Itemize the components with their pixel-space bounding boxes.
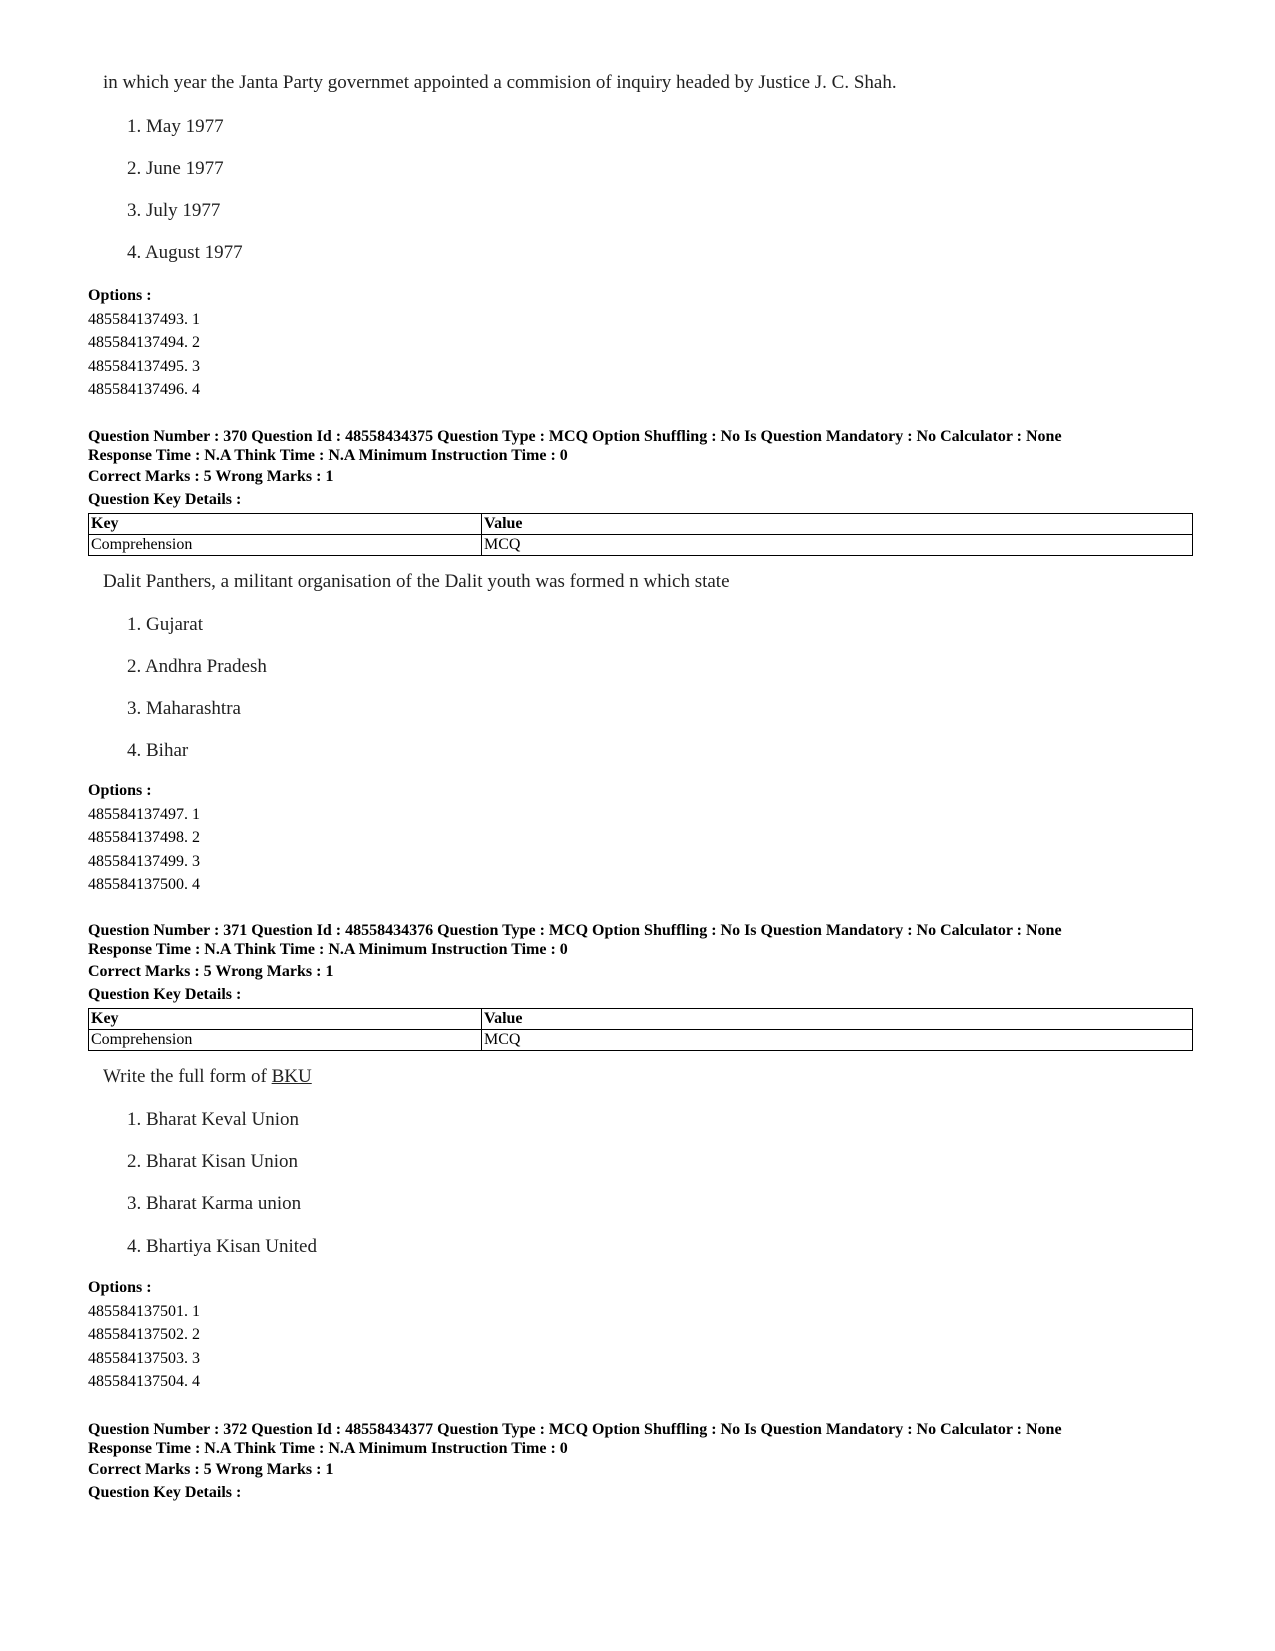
table-header-row <box>89 1009 1193 1030</box>
question-372-meta <box>88 1420 1062 1458</box>
options-label: Options : <box>88 782 152 799</box>
option-id: 485584137494. 2 <box>88 334 200 351</box>
question-371-meta <box>88 921 1062 959</box>
table-cell-value: MCQ <box>482 535 1193 556</box>
question-370-choice-4: 4. Bihar <box>127 740 189 761</box>
option-id: 485584137499. 3 <box>88 852 200 870</box>
option-id: 485584137496. 4 <box>88 381 200 398</box>
option-id: 485584137495. 3 <box>88 357 200 375</box>
option-id: 485584137493. 1 <box>88 310 200 328</box>
options-label: Options : <box>88 1279 152 1296</box>
option-id: 485584137504. 4 <box>88 1373 200 1390</box>
table-cell-key: Comprehension <box>89 535 482 556</box>
question-meta-line: Response Time : N.A Think Time : N.A Minimum Instruction Time : 0 <box>88 447 568 464</box>
question-370-key-table <box>88 513 1193 556</box>
option-id: 485584137501. 1 <box>88 1302 200 1320</box>
question-371-choice-2: 2. Bharat Kisan Union <box>127 1151 298 1172</box>
question-meta-line: Question Number : 372 Question Id : 48558434377 Question Type : MCQ Option Shuffling : No Is Question Mandatory : No Calculator : None <box>88 1421 1062 1438</box>
question-370-choice-2: 2. Andhra Pradesh <box>127 656 267 677</box>
table-row <box>89 1030 1193 1051</box>
question-371-text-prefix: Write the full form of <box>103 1066 272 1087</box>
question-369-text: in which year the Janta Party governmet appointed a commision of inquiry headed by Justice J. C. Shah. <box>103 72 897 93</box>
question-372-marks: Correct Marks : 5 Wrong Marks : 1 <box>88 1461 334 1478</box>
table-header-value: Value <box>482 1009 1193 1030</box>
question-371-text-acronym: BKU <box>271 1066 312 1087</box>
question-371-key-table <box>88 1008 1193 1051</box>
question-370-text: Dalit Panthers, a militant organisation of the Dalit youth was formed n which state <box>103 571 730 592</box>
question-meta-line: Question Number : 370 Question Id : 48558434375 Question Type : MCQ Option Shuffling : No Is Question Mandatory : No Calculator : None <box>88 428 1062 445</box>
option-id: 485584137498. 2 <box>88 829 200 846</box>
question-371-choice-3: 3. Bharat Karma union <box>127 1193 302 1214</box>
options-label: Options : <box>88 287 152 304</box>
option-id: 485584137500. 4 <box>88 876 200 893</box>
question-371-choice-4: 4. Bhartiya Kisan United <box>127 1236 317 1257</box>
table-header-value: Value <box>482 514 1193 535</box>
table-cell-key: Comprehension <box>89 1030 482 1051</box>
question-meta-line: Response Time : N.A Think Time : N.A Minimum Instruction Time : 0 <box>88 1440 568 1457</box>
question-371-choice-1: 1. Bharat Keval Union <box>127 1109 300 1130</box>
question-370-choice-1: 1. Gujarat <box>127 614 203 635</box>
table-header-row <box>89 514 1193 535</box>
question-369-options <box>88 284 200 402</box>
question-371-options <box>88 1276 200 1394</box>
question-371-key-details-label: Question Key Details : <box>88 986 242 1003</box>
question-369-choice-3: 3. July 1977 <box>127 200 221 221</box>
question-370-options <box>88 779 200 897</box>
question-370-meta <box>88 427 1062 465</box>
table-header-key: Key <box>89 514 482 535</box>
option-id: 485584137502. 2 <box>88 1326 200 1343</box>
question-370-choice-3: 3. Maharashtra <box>127 698 241 719</box>
question-371-text <box>103 1066 312 1088</box>
option-id: 485584137497. 1 <box>88 805 200 823</box>
question-370-key-details-label: Question Key Details : <box>88 491 242 508</box>
table-cell-value: MCQ <box>482 1030 1193 1051</box>
question-369-choice-2: 2. June 1977 <box>127 158 224 179</box>
question-372-key-details-label: Question Key Details : <box>88 1484 242 1501</box>
option-id: 485584137503. 3 <box>88 1349 200 1367</box>
question-371-marks: Correct Marks : 5 Wrong Marks : 1 <box>88 963 334 980</box>
question-369-choice-1: 1. May 1977 <box>127 116 224 137</box>
table-header-key: Key <box>89 1009 482 1030</box>
question-370-marks: Correct Marks : 5 Wrong Marks : 1 <box>88 468 334 485</box>
question-369-choice-4: 4. August 1977 <box>127 242 243 263</box>
question-meta-line: Question Number : 371 Question Id : 48558434376 Question Type : MCQ Option Shuffling : No Is Question Mandatory : No Calculator : None <box>88 922 1062 939</box>
question-meta-line: Response Time : N.A Think Time : N.A Minimum Instruction Time : 0 <box>88 941 568 958</box>
table-row <box>89 535 1193 556</box>
